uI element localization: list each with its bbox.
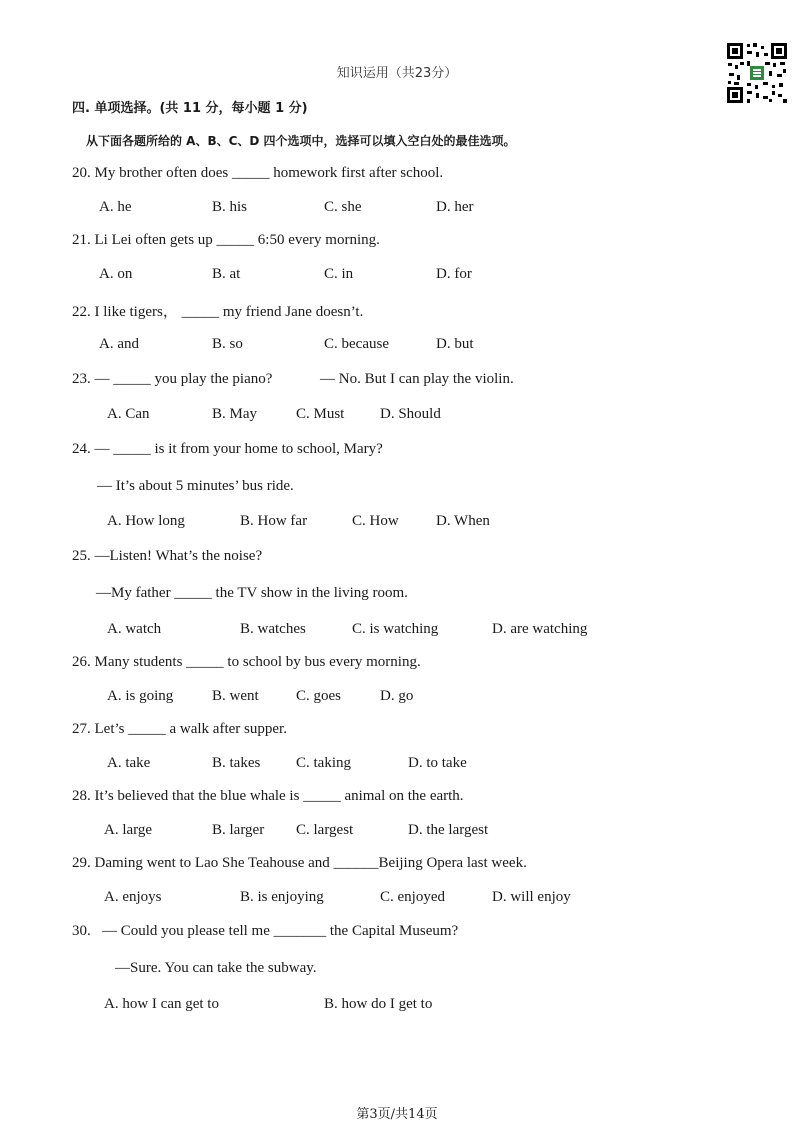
question-28-stem: 28. It’s believed that the blue whale is _____ animal on the earth. [72, 788, 464, 804]
question-25-stem: 25. —Listen! What’s the noise? [72, 548, 263, 564]
question-24-option-b[interactable]: B. How far [240, 513, 308, 529]
question-27-option-d[interactable]: D. to take [408, 755, 467, 771]
question-20-option-d[interactable]: D. her [436, 199, 474, 215]
question-28-option-c[interactable]: C. largest [296, 822, 354, 838]
question-29-option-c[interactable]: C. enjoyed [380, 889, 445, 905]
question-30-reply: —Sure. You can take the subway. [115, 960, 317, 976]
question-26-option-d[interactable]: D. go [380, 688, 414, 704]
question-22-option-c[interactable]: C. because [324, 336, 389, 352]
question-28-option-d[interactable]: D. the largest [408, 822, 489, 838]
question-26-option-b[interactable]: B. went [212, 688, 259, 704]
qr-code-icon [725, 41, 789, 105]
question-20-stem: 20. My brother often does _____ homework first after school. [72, 165, 444, 181]
question-22-option-d[interactable]: D. but [436, 336, 474, 352]
question-23-option-b[interactable]: B. May [212, 406, 257, 422]
question-21-option-d[interactable]: D. for [436, 266, 472, 282]
question-27-option-c[interactable]: C. taking [296, 755, 351, 771]
question-24-stem: 24. — _____ is it from your home to school, Mary? [72, 441, 383, 457]
question-29-stem: 29. Daming went to Lao She Teahouse and ______Beijing Opera last week. [72, 855, 527, 871]
question-21-option-a[interactable]: A. on [99, 266, 133, 282]
question-25-reply: —My father _____ the TV show in the living room. [96, 585, 408, 601]
question-20-option-a[interactable]: A. he [99, 199, 132, 215]
question-25-option-a[interactable]: A. watch [107, 621, 162, 637]
question-30-stem: 30. — Could you please tell me _______ the Capital Museum? [72, 923, 459, 939]
question-23-option-d[interactable]: D. Should [380, 406, 441, 422]
question-25-option-c[interactable]: C. is watching [352, 621, 439, 637]
question-30-option-a[interactable]: A. how I can get to [104, 996, 219, 1012]
question-21-stem: 21. Li Lei often gets up _____ 6:50 every morning. [72, 232, 380, 248]
header-title: 知识运用（共23分） [336, 66, 458, 81]
question-23-stem: 23. — _____ you play the piano? [72, 371, 273, 387]
question-25-option-b[interactable]: B. watches [240, 621, 306, 637]
question-27-option-b[interactable]: B. takes [212, 755, 261, 771]
question-21-option-b[interactable]: B. at [212, 266, 241, 282]
question-24-option-d[interactable]: D. When [436, 513, 490, 529]
question-29-option-b[interactable]: B. is enjoying [240, 889, 324, 905]
question-27-option-a[interactable]: A. take [107, 755, 151, 771]
section-title: 四. 单项选择。(共 11 分，每小题 1 分) [72, 101, 308, 116]
question-28-option-b[interactable]: B. larger [212, 822, 265, 838]
question-22-option-a[interactable]: A. and [99, 336, 139, 352]
page-number: 第3页/共14页 [356, 1107, 438, 1122]
question-20-option-b[interactable]: B. his [212, 199, 248, 215]
question-29-option-a[interactable]: A. enjoys [104, 889, 162, 905]
question-22-option-b[interactable]: B. so [212, 336, 243, 352]
question-20-option-c[interactable]: C. she [324, 199, 362, 215]
question-26-option-c[interactable]: C. goes [296, 688, 341, 704]
question-27-stem: 27. Let’s _____ a walk after supper. [72, 721, 287, 737]
question-24-reply: — It’s about 5 minutes’ bus ride. [97, 478, 294, 494]
question-21-option-c[interactable]: C. in [324, 266, 354, 282]
question-23-option-c[interactable]: C. Must [296, 406, 345, 422]
question-23-reply: — No. But I can play the violin. [320, 371, 514, 387]
question-26-stem: 26. Many students _____ to school by bus every morning. [72, 654, 421, 670]
question-29-option-d[interactable]: D. will enjoy [492, 889, 571, 905]
question-30-option-b[interactable]: B. how do I get to [324, 996, 433, 1012]
question-26-option-a[interactable]: A. is going [107, 688, 174, 704]
question-28-option-a[interactable]: A. large [104, 822, 153, 838]
question-22-stem: 22. I like tigers， _____ my friend Jane doesn’t. [72, 304, 364, 320]
question-24-option-a[interactable]: A. How long [107, 513, 185, 529]
question-23-option-a[interactable]: A. Can [107, 406, 150, 422]
section-instruction: 从下面各题所给的 A、B、C、D 四个选项中，选择可以填入空白处的最佳选项。 [86, 134, 516, 148]
question-25-option-d[interactable]: D. are watching [492, 621, 588, 637]
question-24-option-c[interactable]: C. How [352, 513, 399, 529]
